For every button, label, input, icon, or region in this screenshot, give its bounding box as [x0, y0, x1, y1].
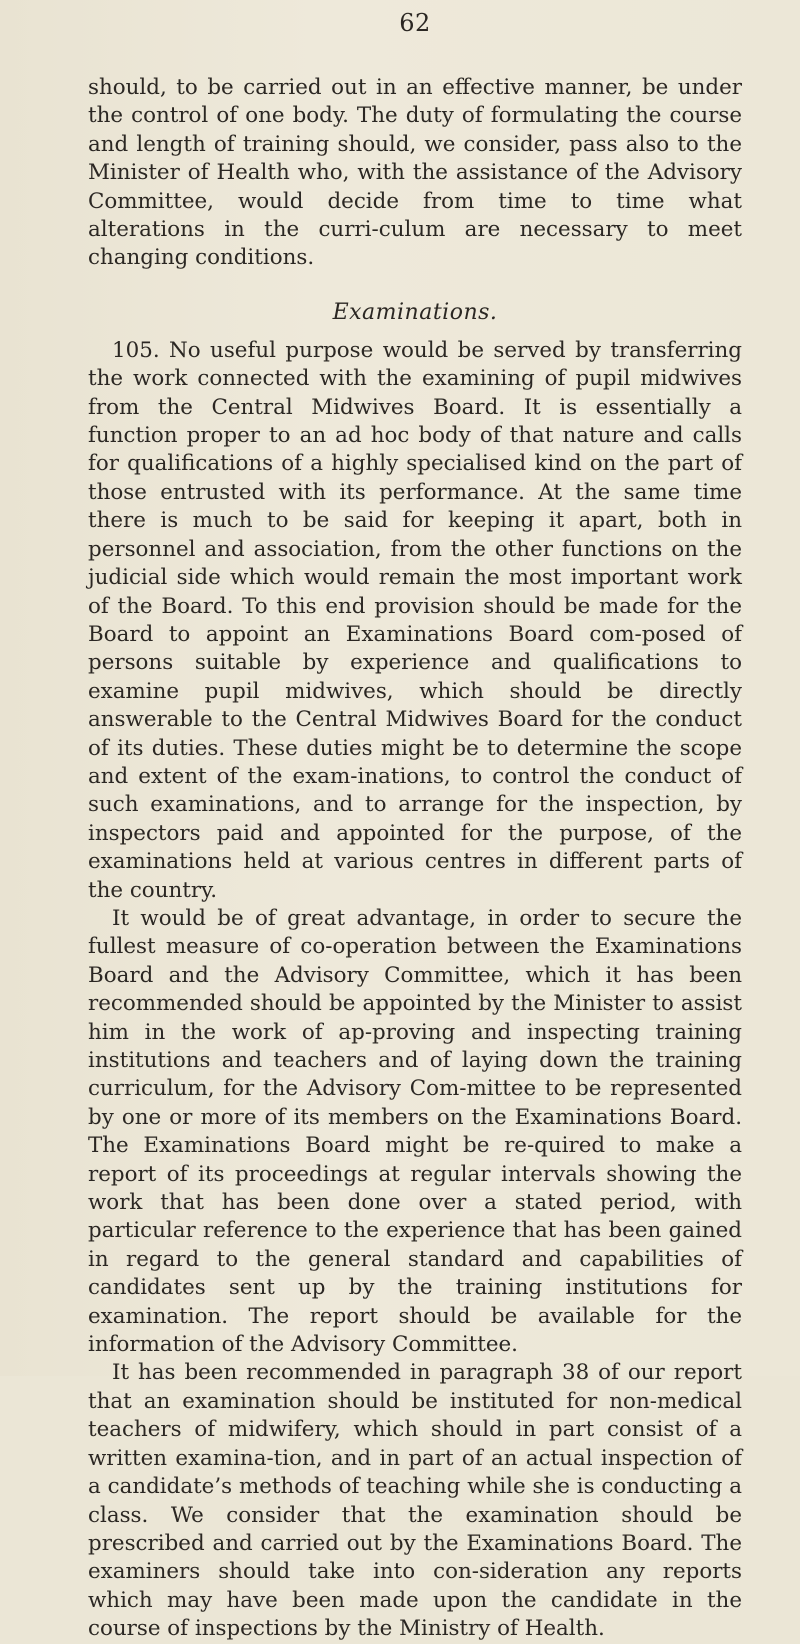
body-text — [88, 74, 742, 1644]
page-number: 62 — [399, 9, 431, 37]
paragraph-continuation: should, to be carried out in an effective manner, be under the control of one body. The duty of formulating the course and length of training should, we consider, pass also to the Minister of Health who, with the assistance of the Advisory Committee, would decide from time to time what alterations in the curri-culum are necessary to meet changing conditions. — [88, 75, 742, 271]
paragraph-cooperation: It would be of great advantage, in order to secure the fullest measure of co-operation between the Examinations Board and the Advisory Committee, which it has been recommended should be appointed by the Minister to assist him in the work of ap-proving and inspecting training institutions and teachers and of laying down the training curriculum, for the Advisory Com-mittee to be represented by one or more of its members on the Examinations Board. The Examinations Board might be re-quired to make a report of its proceedings at regular intervals showing the work that has been done over a stated period, with particular reference to the experience that has been gained in regard to the general standard and capabilities of candidates sent up by the training institutions for examination. The report should be available for the information of the Advisory Committee. — [88, 905, 742, 1358]
paragraph-teachers-examination: It has been recommended in paragraph 38 of our report that an examination should be instituted for non-medical teachers of midwifery, which should in part consist of a written examina-tion, and in part of an actual inspection of a candidate’s methods of teaching while she is conducting a class. We consider that the examination should be prescribed and carried out by the Examinations Board. The examiners should take into con-sideration any reports which may have been made upon the candidate in the course of inspections by the Ministry of Health. — [88, 1360, 742, 1642]
section-heading: Examinations. — [332, 299, 498, 325]
paragraph-105: 105. No useful purpose would be served by transferring the work connected with the examining of pupil midwives from the Central Midwives Board. It is essentially a function proper to an ad hoc body of that nature and calls for qualifications of a highly specialised kind on the part of those entrusted with its performance. At the same time there is much to be said for keeping it apart, both in personnel and association, from the other functions on the judicial side which would remain the most important work of the Board. To this end provision should be made for the Board to appoint an Examinations Board com-posed of persons suitable by experience and qualifications to examine pupil midwives, which should be directly answerable to the Central Midwives Board for the conduct of its duties. These duties might be to determine the scope and extent of the exam-inations, to control the conduct of such examinations, and to arrange for the inspection, by inspectors paid and appointed for the purpose, of the examinations held at various centres in different parts of the country. — [88, 337, 742, 903]
